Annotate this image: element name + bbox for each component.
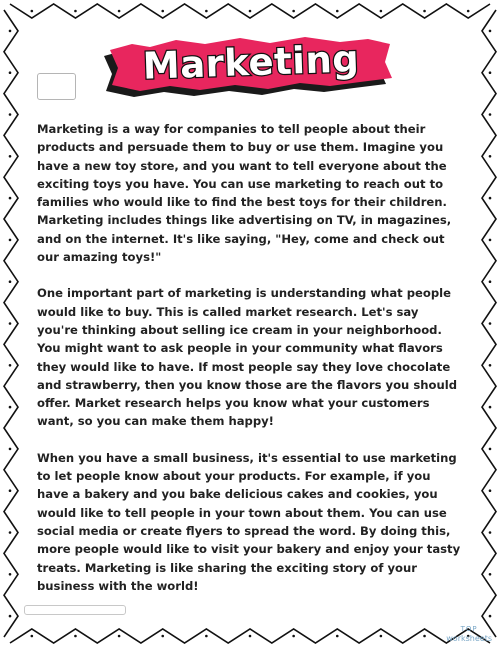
footer-field[interactable] bbox=[24, 605, 126, 615]
border-dot bbox=[380, 635, 383, 638]
border-dot bbox=[31, 635, 34, 638]
border-dot bbox=[9, 615, 12, 618]
border-dot bbox=[489, 448, 492, 451]
border-dot bbox=[489, 489, 492, 492]
article-body bbox=[37, 120, 463, 613]
border-dot bbox=[489, 280, 492, 283]
brand-logo bbox=[446, 625, 492, 643]
brand-top: TOP bbox=[460, 625, 478, 633]
border-dot bbox=[423, 635, 426, 638]
paragraph-1: Marketing is a way for companies to tell people about their products and persuade them to buy or use them. Imagine you have a new toy store, and you want to tell everyone about the exciting toys you have. You can use marketing to reach out to families who would like to find the best toys for their children. Marketing includes things like advertising on TV, in magazines, and on the internet. It's like saying, "Hey, come and check out our amazing toys!" bbox=[37, 122, 452, 265]
border-dot bbox=[292, 635, 295, 638]
border-dot bbox=[489, 322, 492, 325]
border-dot bbox=[9, 573, 12, 576]
border-dot bbox=[489, 197, 492, 200]
border-dot bbox=[9, 364, 12, 367]
border-dot bbox=[489, 406, 492, 409]
border-dot bbox=[74, 635, 77, 638]
border-dot bbox=[205, 635, 208, 638]
border-dot bbox=[489, 239, 492, 242]
border-dot bbox=[161, 635, 164, 638]
border-dot bbox=[9, 448, 12, 451]
border-dot bbox=[489, 531, 492, 534]
border-dot bbox=[489, 155, 492, 158]
border-dot bbox=[9, 280, 12, 283]
border-dot bbox=[9, 239, 12, 242]
paragraph-2: One important part of marketing is understanding what people would like to buy. This is called market research. Let's say you're thinking about selling ice cream in your neighborhood. You might want to ask people in your community what flavors they would like to have. If most people say they love chocolate and strawberry, then you know those are the flavors you should offer. Market research helps you know what your customers want, so you can make them happy! bbox=[37, 286, 457, 429]
border-dot bbox=[9, 406, 12, 409]
border-dot bbox=[489, 573, 492, 576]
page-title: Marketing bbox=[142, 36, 360, 88]
border-dot bbox=[249, 635, 252, 638]
border-dot bbox=[9, 197, 12, 200]
name-input-box[interactable] bbox=[37, 73, 76, 100]
border-dot bbox=[489, 615, 492, 618]
border-dot bbox=[489, 364, 492, 367]
border-dot bbox=[118, 635, 121, 638]
border-dot bbox=[336, 635, 339, 638]
paragraph-3: When you have a small business, it's essential to use marketing to let people know about your products. For example, if you have a bakery and you bake delicious cakes and cookies, you would like to tell people in your town about them. You can use social media or create flyers to spread the word. By doing this, more people would like to visit your bakery and enjoy your tasty treats. Marketing is like sharing the exciting story of your business with the world! bbox=[37, 450, 461, 593]
border-dot bbox=[9, 489, 12, 492]
border-dot bbox=[9, 155, 12, 158]
border-dot bbox=[9, 531, 12, 534]
brand-bottom: worksheets bbox=[446, 634, 492, 643]
border-dot bbox=[9, 322, 12, 325]
